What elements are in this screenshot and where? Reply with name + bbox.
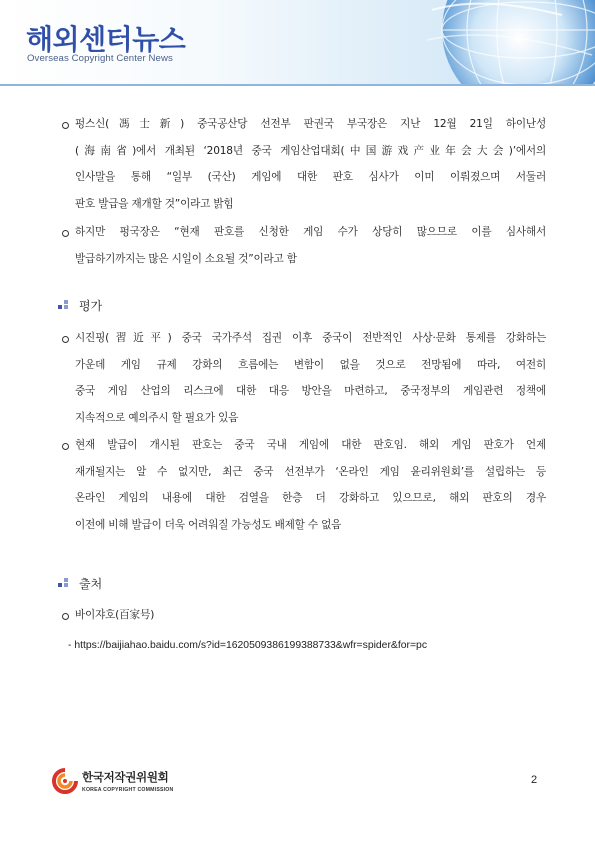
text-line: 가운데 게임 규제 강화의 흐름에는 변함이 없을 것으로 전망됨에 따라, 여전히 [75,358,546,371]
text-line: 재개될지는 알 수 없지만, 최근 중국 선전부가 ‘온라인 게임 윤리위원회’를 설립하는 등 [75,465,546,478]
text-line: 지속적으로 예의주시 할 필요가 있음 [75,411,239,424]
bullet-circle-icon [62,613,69,620]
bullet-text [75,111,546,217]
bullet-circle-icon [62,336,69,343]
organization-name-en: KOREA COPYRIGHT COMMISSION [82,787,174,793]
text-line: 이전에 비해 발급이 더욱 어려워질 가능성도 배제할 수 없음 [75,518,342,531]
bullet-text [75,219,546,272]
text-line: 펑스신(馮士新) 중국공산당 선전부 판권국 부국장은 지난 12월 21일 하이난성 [75,118,546,130]
text-line: (海南省)에서 개최된 ‘2018년 중국 게임산업대회(中国游戏产业年会大会)’에서의 [75,144,546,157]
bullet-text [75,432,546,538]
section-marker-icon [58,578,70,588]
page-number: 2 [531,774,538,786]
section-title: 평가 [79,299,103,313]
text-line: 인사말을 통해 “일부 (국산) 게임에 대한 판호 심사가 이미 이뤄졌으며 서둘러 [75,171,546,183]
section-marker-icon [58,300,70,310]
newsletter-subtitle: Overseas Copyright Center News [27,53,173,64]
source-name [75,602,546,629]
organization-name: 한국저작권위원회 [82,770,169,784]
bullet-circle-icon [62,230,69,237]
text-line: 발급하기까지는 많은 시일이 소요될 것”이라고 함 [75,252,297,265]
text-line: 중국 게임 산업의 리스크에 대한 대응 방안을 마련하고, 중국정부의 게임관련 정책에 [75,385,546,397]
newsletter-title: 해외센터뉴스 [26,23,186,56]
page-header [0,0,595,86]
kcc-logo-icon [52,768,78,794]
text-line: 현재 발급이 개시된 판호는 중국 국내 게임에 대한 판호임. 해외 게임 판호가 언제 [75,439,546,451]
text-line: 온라인 게임의 내용에 대한 검열을 한층 더 강화하고 있으므로, 해외 판호의 경우 [75,492,546,504]
text-line: 시진핑(習近平) 중국 국가주석 집권 이후 중국이 전반적인 사상·문화 통제를 강화하는 [75,332,546,344]
text-line: 판호 발급을 재개할 것”이라고 밝힘 [75,197,234,210]
bullet-circle-icon [62,122,69,129]
bullet-circle-icon [62,443,69,450]
source-link[interactable]: - https://baijiahao.baidu.com/s?id=1620509386199388733&wfr=spider&for=pc [68,640,428,651]
bullet-text [75,325,546,431]
globe-icon [412,0,595,86]
header-divider [0,84,595,86]
text-line: 바이쟈호(百家号) [75,609,155,621]
text-line: 하지만 펑국장은 “현재 판호를 신청한 게임 수가 상당히 많으므로 이를 심사해서 [75,226,546,238]
section-title: 출처 [79,577,103,591]
